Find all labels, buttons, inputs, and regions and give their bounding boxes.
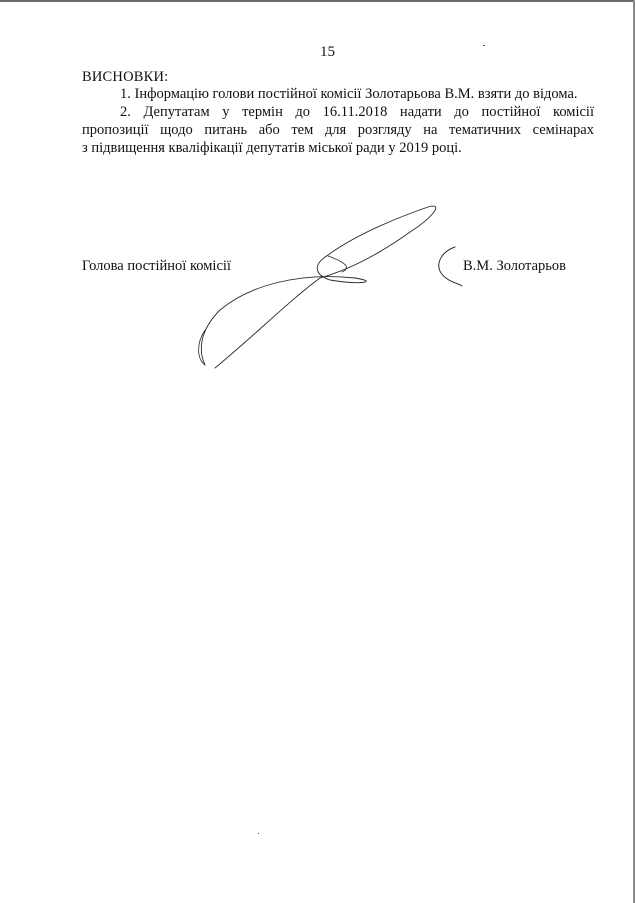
conclusions-heading: ВИСНОВКИ: xyxy=(82,69,169,85)
signatory-name: В.М. Золотарьов xyxy=(463,258,566,274)
scan-top-edge xyxy=(0,0,635,2)
conclusion-item-2-line-1: 2. Депутатам у термін до 16.11.2018 надати до постійної комісії xyxy=(120,104,594,120)
scan-speck xyxy=(483,45,485,46)
conclusion-item-1 xyxy=(120,85,578,103)
signature-stroke-hook xyxy=(439,247,462,286)
conclusion-item-2 xyxy=(82,103,594,157)
page-number: 15 xyxy=(320,44,335,60)
signature-stroke-tail xyxy=(328,256,347,272)
conclusion-item-1-text: 1. Інформацію голови постійної комісії Золотарьова В.М. взяти до відома. xyxy=(120,86,578,102)
scan-speck xyxy=(258,833,259,834)
signature-stroke-main xyxy=(201,206,435,368)
signature-stroke-left-arc xyxy=(199,330,205,365)
signatory-title: Голова постійної комісії xyxy=(82,258,231,274)
conclusion-item-2-line-3: з підвищення кваліфікації депутатів міської ради у 2019 році. xyxy=(82,140,462,156)
conclusion-item-2-line-2: пропозиції щодо питань або тем для розгляду на тематичних семінарах xyxy=(82,122,594,138)
